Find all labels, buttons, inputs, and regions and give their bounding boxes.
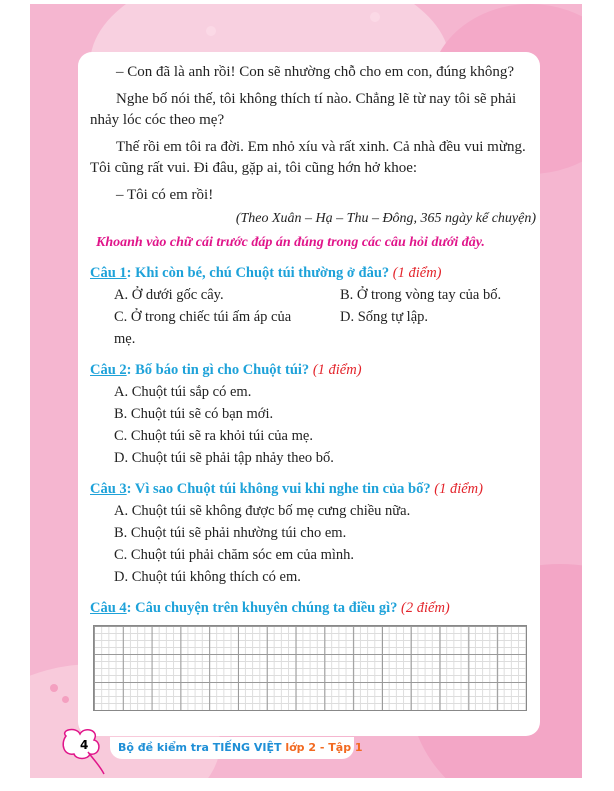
question-label: Câu 3 — [90, 481, 127, 497]
passage-paragraph: Thế rồi em tôi ra đời. Em nhỏ xíu và rất xinh. Cả nhà đều vui mừng. Tôi cũng rất vui. Đi đâu, gặp ai, tôi cũng hớn hở khoe: — [90, 139, 526, 176]
passage-line: – Tôi có em rồi! — [116, 187, 214, 203]
option[interactable]: B. Chuột túi sẽ phải nhường túi cho em. — [114, 525, 347, 541]
option[interactable]: D. Chuột túi sẽ phải tập nhảy theo bố. — [114, 450, 334, 466]
option[interactable]: A. Ở dưới gốc cây. — [114, 287, 224, 303]
option[interactable]: D. Sống tự lập. — [340, 309, 429, 325]
option[interactable]: C. Chuột túi sẽ ra khỏi túi của mẹ. — [114, 428, 313, 444]
option[interactable]: B. Chuột túi sẽ có bạn mới. — [114, 406, 274, 422]
writing-grid[interactable] — [93, 625, 527, 711]
option[interactable]: B. Ở trong vòng tay của bố. — [340, 287, 502, 303]
content — [90, 62, 536, 711]
decor-dot — [370, 12, 380, 22]
page-number: 4 — [80, 738, 89, 752]
option[interactable]: C. Ở trong chiếc túi ấm áp của mẹ. — [114, 309, 292, 347]
footer-subtitle: lớp 2 - Tập 1 — [285, 741, 363, 754]
option[interactable]: C. Chuột túi phải chăm sóc em của mình. — [114, 547, 355, 563]
question-3: Câu 3: Vì sao Chuột túi không vui khi nghe tin của bố? (1 điểm) A. Chuột túi sẽ không được bố mẹ cưng chiều nữa. B. Chuột túi sẽ phải nhường túi cho em. C. Chuột túi phải chăm sóc em của mình. D. Chuột túi không thích có em. — [90, 478, 536, 588]
footer-title-tab — [110, 737, 363, 759]
option[interactable]: D. Chuột túi không thích có em. — [114, 569, 301, 585]
question-label: Câu 4 — [90, 600, 127, 616]
question-points: (2 điểm) — [401, 600, 450, 616]
question-2: Câu 2: Bố báo tin gì cho Chuột túi? (1 điểm) A. Chuột túi sắp có em. B. Chuột túi sẽ có bạn mới. C. Chuột túi sẽ ra khỏi túi của mẹ. D. Chuột túi sẽ phải tập nhảy theo bố. — [90, 359, 536, 469]
question-label: Câu 1 — [90, 265, 127, 281]
question-text: Câu chuyện trên khuyên chúng ta điều gì? — [131, 600, 398, 616]
question-label: Câu 2 — [90, 362, 127, 378]
instruction: Khoanh vào chữ cái trước đáp án đúng trong các câu hỏi dưới đây. — [96, 235, 485, 250]
question-4: Câu 4: Câu chuyện trên khuyên chúng ta điều gì? (2 điểm) — [90, 597, 536, 711]
question-text: Vì sao Chuột túi không vui khi nghe tin của bố? — [131, 481, 431, 497]
question-points: (1 điểm) — [392, 265, 442, 281]
question-text: Bố báo tin gì cho Chuột túi? — [131, 362, 310, 378]
footer-title: Bộ đề kiểm tra TIẾNG VIỆT — [118, 741, 282, 754]
passage-line: – Con đã là anh rồi! Con sẽ nhường chỗ cho em con, đúng không? — [116, 64, 515, 80]
question-points: (1 điểm) — [312, 362, 362, 378]
flower-badge-icon — [58, 728, 118, 776]
option[interactable]: A. Chuột túi sẽ không được bố mẹ cưng chiều nữa. — [114, 503, 411, 519]
decor-dot — [50, 684, 58, 692]
passage-paragraph: Nghe bố nói thế, tôi không thích tí nào. Chẳng lẽ từ nay tôi sẽ phải nhảy lóc cóc theo mẹ? — [90, 91, 517, 128]
source-citation: (Theo Xuân – Hạ – Thu – Đông, 365 ngày kể chuyện) — [235, 211, 536, 226]
question-1: Câu 1: Khi còn bé, chú Chuột túi thường ở đâu? (1 điểm) A. Ở dưới gốc cây. B. Ở trong vòng tay của bố. C. Ở trong chiếc túi ấm áp của mẹ. D. Sống tự lập. — [90, 262, 536, 350]
decor-dot — [206, 26, 216, 36]
question-points: (1 điểm) — [434, 481, 483, 497]
question-text: Khi còn bé, chú Chuột túi thường ở đâu? — [131, 265, 390, 281]
option[interactable]: A. Chuột túi sắp có em. — [114, 384, 252, 400]
decor-dot — [62, 696, 69, 703]
